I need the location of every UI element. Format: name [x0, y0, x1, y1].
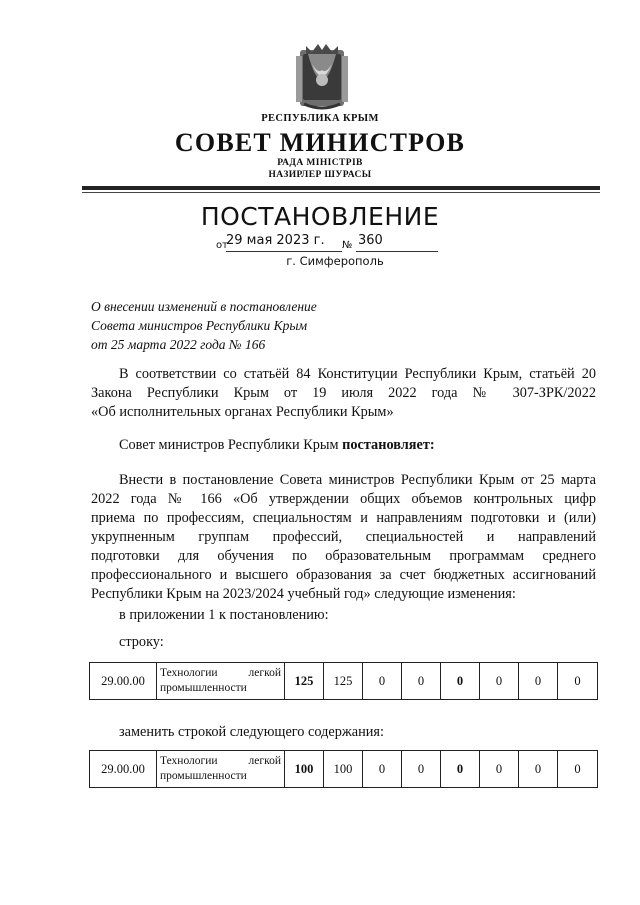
document-type-title: ПОСТАНОВЛЕНИЕ — [200, 202, 440, 231]
table-cell: 0 — [363, 751, 402, 788]
table-cell: 0 — [402, 663, 441, 700]
specialty-name — [157, 663, 285, 700]
table-row — [90, 751, 598, 788]
paragraph-line: Республики Крым на 2023/2024 учебный год» следующие изменения: — [91, 586, 516, 602]
subject-line: Совета министров Республики Крым — [91, 318, 308, 333]
paragraph-line: профессионального и высшего образования за счет бюджетных ассигнований — [91, 567, 596, 583]
table-old-row — [89, 662, 598, 700]
paragraph-line: Внести в постановление Совета министров Республики Крым от 25 марта — [119, 472, 596, 488]
table-cell: 0 — [519, 663, 558, 700]
table-cell: 100 — [324, 751, 363, 788]
resolution-paragraph — [91, 436, 596, 455]
table-row — [90, 663, 598, 700]
decree-subject — [91, 297, 391, 354]
legal-basis-paragraph — [91, 365, 596, 422]
specialty-code: 29.00.00 — [90, 663, 157, 700]
table-cell: 125 — [285, 663, 324, 700]
decree-number: 360 — [358, 233, 383, 248]
paragraph-line: укрупненным группам профессий, специальностей и направлений — [91, 529, 596, 545]
city: г. Симферополь — [286, 254, 384, 268]
table-cell: 0 — [402, 751, 441, 788]
resolution-keyword: постановляет: — [342, 437, 435, 453]
table-cell: 0 — [441, 751, 480, 788]
date-prefix: от — [216, 240, 228, 251]
name-word: легкой — [248, 755, 281, 767]
paragraph-line: подготовки для обучения по образовательным программам среднего — [91, 548, 596, 564]
name-word: легкой — [248, 667, 281, 679]
row-label-new: заменить строкой следующего содержания: — [119, 724, 384, 740]
header-divider-thin — [82, 192, 600, 193]
resolution-text: Совет министров Республики Крым — [119, 437, 343, 453]
subject-line: от 25 марта 2022 года № 166 — [91, 337, 266, 352]
paragraph-line: приема по профессиям, специальностям и направлениям подготовки и (или) — [91, 510, 596, 526]
number-underline — [356, 251, 438, 252]
paragraph-line: В соответствии со статьёй 84 Конституции Республики Крым, статьёй 20 — [119, 366, 596, 382]
specialty-name — [157, 751, 285, 788]
paragraph-line: «Об исполнительных органах Республики Крым» — [91, 404, 394, 420]
council-title-ukrainian: РАДА МІНІСТРІВ — [277, 158, 363, 168]
date-underline — [226, 251, 342, 252]
name-word: Технологии — [160, 667, 218, 679]
appendix-reference: в приложении 1 к постановлению: — [119, 607, 329, 623]
table-cell: 0 — [480, 751, 519, 788]
number-prefix: № — [342, 240, 353, 251]
decree-date: 29 мая 2023 г. — [226, 233, 325, 248]
table-cell: 0 — [519, 751, 558, 788]
table-cell: 0 — [480, 663, 519, 700]
table-cell: 0 — [363, 663, 402, 700]
council-title-crimean-tatar: НАЗИРЛЕР ШУРАСЫ — [268, 170, 372, 180]
table-cell: 0 — [558, 663, 598, 700]
coat-of-arms-icon — [294, 40, 350, 112]
header-divider-thick — [82, 186, 600, 190]
name-word: промышленности — [160, 682, 247, 694]
name-word: Технологии — [160, 755, 218, 767]
amendment-paragraph — [91, 471, 596, 604]
subject-line: О внесении изменений в постановление — [91, 299, 317, 314]
decree-date-number — [216, 231, 440, 253]
specialty-code: 29.00.00 — [90, 751, 157, 788]
row-label-old: строку: — [119, 634, 164, 650]
council-title: СОВЕТ МИНИСТРОВ — [174, 128, 466, 157]
table-new-row — [89, 750, 598, 788]
republic-name: РЕСПУБЛИКА КРЫМ — [261, 113, 379, 124]
table-cell: 100 — [285, 751, 324, 788]
paragraph-line: 2022 года № 166 «Об утверждении общих объемов контрольных цифр — [91, 491, 596, 507]
table-cell: 0 — [441, 663, 480, 700]
paragraph-line: Закона Республики Крым от 19 июля 2022 года № 307-ЗРК/2022 — [91, 385, 596, 401]
name-word: промышленности — [160, 770, 247, 782]
table-cell: 125 — [324, 663, 363, 700]
table-cell: 0 — [558, 751, 598, 788]
